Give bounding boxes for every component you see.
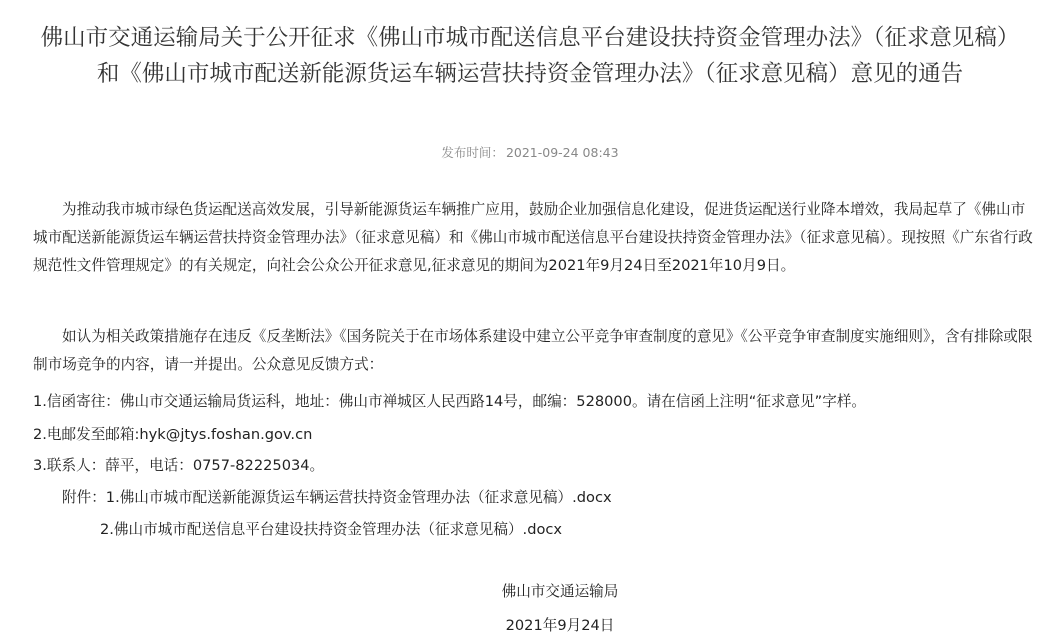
attachment-link-2[interactable]: 2.佛山市城市配送信息平台建设扶持资金管理办法（征求意见稿）.docx <box>100 521 563 538</box>
paragraph-intro: 为推动我市城市绿色货运配送高效发展，引导新能源货运车辆推广应用，鼓励企业加强信息化建设，促进货运配送行业降本增效，我局起草了《佛山市城市配送新能源货运车辆运营扶持资金管理办法》（征求意见稿）和《佛山市城市配送信息平台建设扶持资金管理办法》（征求意见稿）。现按照《广东省行政规范性文件管理规定》的有关规定，向社会公众公开征求意见,征求意见的期间为2021年9月24日至2021年10月9日。 <box>33 201 1033 274</box>
article-title: 佛山市交通运输局关于公开征求《佛山市城市配送信息平台建设扶持资金管理办法》（征求意见稿）和《佛山市城市配送新能源货运车辆运营扶持资金管理办法》（征求意见稿）意见的通告 <box>40 25 1020 87</box>
publish-time-label: 发布时间： <box>441 145 504 160</box>
feedback-item-email: 2.电邮发至邮箱:hyk@jtys.foshan.gov.cn <box>33 426 313 443</box>
publish-time-value: 2021-09-24 08:43 <box>505 145 619 160</box>
signature-date: 2021年9月24日 <box>505 617 615 634</box>
publish-time <box>0 144 1060 162</box>
paragraph-feedback: 如认为相关政策措施存在违反《反垄断法》《国务院关于在市场体系建设中建立公平竞争审查制度的意见》《公平竞争审查制度实施细则》，含有排除或限制市场竞争的内容，请一并提出。公众意见反馈方式： <box>33 328 1033 373</box>
feedback-item-contact: 3.联系人：薛平，电话：0757-82225034。 <box>33 457 325 474</box>
feedback-item-mail: 1.信函寄往：佛山市交通运输局货运科，地址：佛山市禅城区人民西路14号，邮编：528000。请在信函上注明“征求意见”字样。 <box>33 393 867 410</box>
attachment-link-1[interactable]: 附件：1.佛山市城市配送新能源货运车辆运营扶持资金管理办法（征求意见稿）.docx <box>62 489 612 506</box>
signature-organization: 佛山市交通运输局 <box>501 583 619 600</box>
